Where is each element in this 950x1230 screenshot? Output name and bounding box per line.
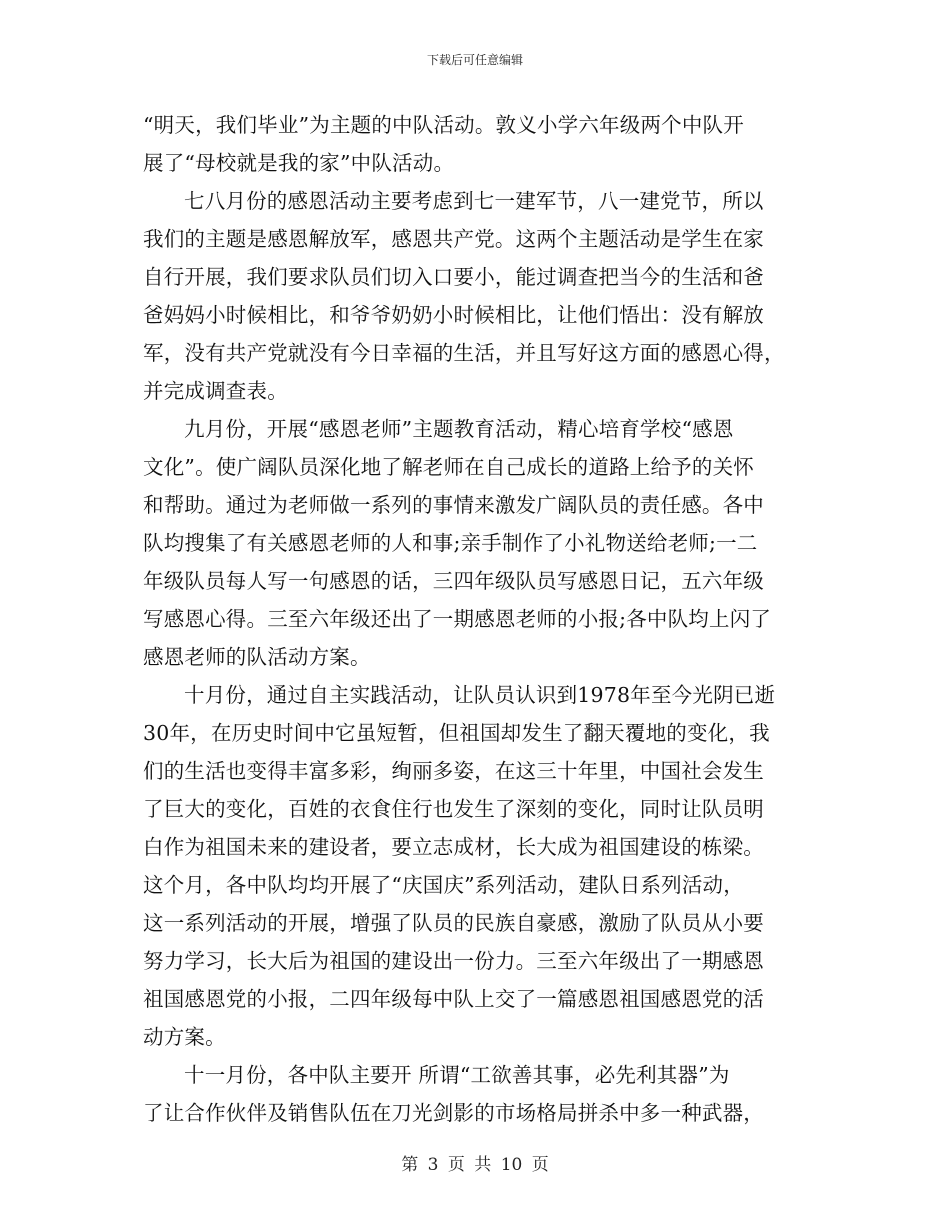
text-line: 们的生活也变得丰富多彩，绚丽多姿，在这三十年里，中国社会发生: [143, 759, 764, 783]
text-line: 军，没有共产党就没有今日幸福的生活，并且写好这方面的感恩心得，: [143, 341, 785, 365]
text-line: 写感恩心得。三至六年级还出了一期感恩老师的小报;各中队均上闪了: [143, 607, 772, 631]
text-line: 十一月份，各中队主要开 所谓“工欲善其事，必先利其器”为: [184, 1063, 730, 1087]
document-body: [143, 106, 807, 1132]
text-line: 九月份，开展“感恩老师”主题教育活动，精心培育学校“感恩: [184, 417, 734, 441]
text-line: 祖国感恩党的小报，二四年级每中队上交了一篇感恩祖国感恩党的活: [143, 987, 764, 1011]
text-line: “明天，我们毕业”为主题的中队活动。敦义小学六年级两个中队开: [143, 113, 744, 137]
text-line: 十月份，通过自主实践活动，让队员认识到1978年至今光阴已逝: [184, 683, 776, 707]
text-line: 白作为祖国未来的建设者，要立志成材，长大成为祖国建设的栋梁。: [143, 835, 764, 859]
text-line: 30年，在历史时间中它虽短暂，但祖国却发生了翻天覆地的变化，我: [143, 721, 770, 745]
text-line: 年级队员每人写一句感恩的话，三四年级队员写感恩日记，五六年级: [143, 569, 764, 593]
text-line: 这个月，各中队均均开展了“庆国庆”系列活动，建队日系列活动，: [143, 873, 744, 897]
text-line: 自行开展，我们要求队员们切入口要小，能过调查把当今的生活和爸: [143, 265, 764, 289]
text-line: 感恩老师的队活动方案。: [143, 645, 371, 669]
text-line: 并完成调查表。: [143, 379, 288, 403]
text-line: 展了“母校就是我的家”中队活动。: [143, 151, 455, 175]
text-line: 爸妈妈小时候相比，和爷爷奶奶小时候相比，让他们悟出：没有解放: [143, 303, 764, 327]
text-line: 了让合作伙伴及销售队伍在刀光剑影的市场格局拼杀中多一种武器，: [143, 1101, 764, 1125]
text-line: 动方案。: [143, 1025, 226, 1049]
text-line: 和帮助。通过为老师做一系列的事情来激发广阔队员的责任感。各中: [143, 493, 764, 517]
text-line: 七八月份的感恩活动主要考虑到七一建军节，八一建党节，所以: [184, 189, 764, 213]
page-footer: 第 3 页 共 10 页: [401, 1155, 549, 1175]
text-line: 努力学习，长大后为祖国的建设出一份力。三至六年级出了一期感恩: [143, 949, 764, 973]
text-line: 这一系列活动的开展，增强了队员的民族自豪感，激励了队员从小要: [143, 911, 764, 935]
text-line: 队均搜集了有关感恩老师的人和事;亲手制作了小礼物送给老师;一二: [143, 531, 758, 555]
text-line: 文化”。使广阔队员深化地了解老师在自己成长的道路上给予的关怀: [143, 455, 754, 479]
text-line: 我们的主题是感恩解放军，感恩共产党。这两个主题活动是学生在家: [143, 227, 764, 251]
page-header: 下载后可任意编辑: [426, 53, 523, 67]
text-line: 了巨大的变化，百姓的衣食住行也发生了深刻的变化，同时让队员明: [143, 797, 764, 821]
